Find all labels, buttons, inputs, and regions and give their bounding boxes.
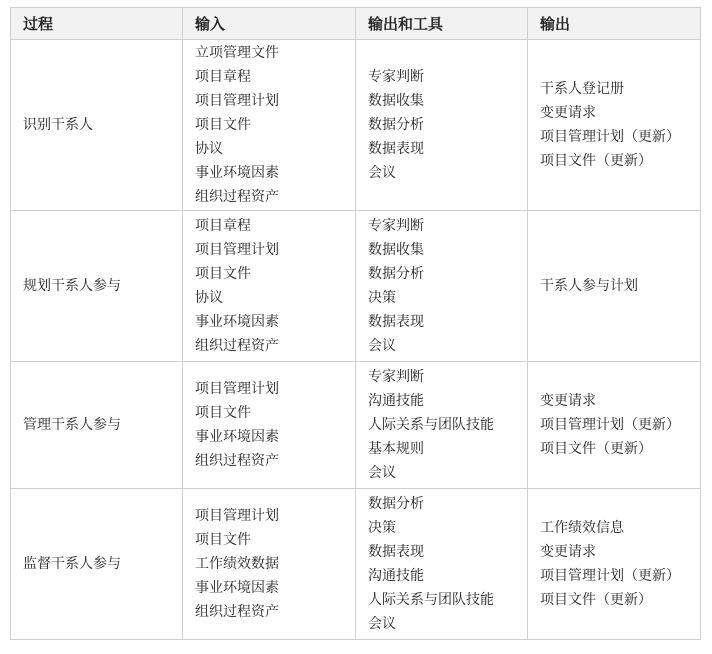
tool-item: 决策: [368, 520, 396, 536]
process-cell: [11, 40, 183, 211]
tool-item: 基本规则: [368, 441, 424, 457]
outputs-cell: [528, 40, 701, 211]
tool-item: 数据分析: [368, 496, 424, 512]
output-item: 干系人登记册: [540, 81, 624, 97]
output-item: 项目文件（更新）: [540, 441, 652, 457]
process-cell: [11, 211, 183, 362]
output-item: 项目管理计划（更新）: [540, 568, 680, 584]
tool-item: 会议: [368, 338, 396, 354]
tool-item: 沟通技能: [368, 568, 424, 584]
process-name: 管理干系人参与: [23, 417, 121, 433]
tools-cell: [356, 489, 528, 640]
process-name: 规划干系人参与: [23, 278, 121, 294]
output-item: 项目管理计划（更新）: [540, 417, 680, 433]
inputs-cell: [183, 489, 356, 640]
tool-item: 数据收集: [368, 242, 424, 258]
output-item: 变更请求: [540, 544, 596, 560]
header-outputs: 输出: [528, 8, 701, 40]
input-item: 事业环境因素: [195, 580, 279, 596]
input-item: 项目章程: [195, 218, 251, 234]
outputs-cell: [528, 211, 701, 362]
tool-item: 专家判断: [368, 369, 424, 385]
inputs-cell: [183, 40, 356, 211]
tools-cell: [356, 362, 528, 489]
outputs-cell: [528, 362, 701, 489]
process-cell: [11, 489, 183, 640]
input-item: 事业环境因素: [195, 429, 279, 445]
input-item: 工作绩效数据: [195, 556, 279, 572]
output-item: 项目文件（更新）: [540, 592, 652, 608]
table-row: [11, 489, 701, 640]
header-process: 过程: [11, 8, 183, 40]
input-item: 项目管理计划: [195, 242, 279, 258]
table-row: [11, 40, 701, 211]
process-name: 识别干系人: [23, 117, 93, 133]
input-item: 项目文件: [195, 405, 251, 421]
input-item: 立项管理文件: [195, 45, 279, 61]
tool-item: 人际关系与团队技能: [368, 592, 494, 608]
output-item: 变更请求: [540, 105, 596, 121]
input-item: 组织过程资产: [195, 338, 279, 354]
tool-item: 会议: [368, 165, 396, 181]
tool-item: 数据表现: [368, 314, 424, 330]
tool-item: 专家判断: [368, 218, 424, 234]
input-item: 项目文件: [195, 532, 251, 548]
tool-item: 会议: [368, 616, 396, 632]
tools-cell: [356, 211, 528, 362]
output-item: 干系人参与计划: [540, 278, 638, 294]
tool-item: 数据分析: [368, 266, 424, 282]
input-item: 事业环境因素: [195, 165, 279, 181]
inputs-cell: [183, 211, 356, 362]
process-table: [10, 7, 701, 640]
input-item: 项目管理计划: [195, 508, 279, 524]
input-item: 组织过程资产: [195, 453, 279, 469]
input-item: 项目文件: [195, 117, 251, 133]
tool-item: 数据分析: [368, 117, 424, 133]
input-item: 项目章程: [195, 69, 251, 85]
tool-item: 数据表现: [368, 141, 424, 157]
header-tools: 输出和工具: [356, 8, 528, 40]
input-item: 事业环境因素: [195, 314, 279, 330]
output-item: 工作绩效信息: [540, 520, 624, 536]
input-item: 项目管理计划: [195, 381, 279, 397]
tool-item: 数据收集: [368, 93, 424, 109]
input-item: 协议: [195, 141, 223, 157]
output-item: 变更请求: [540, 393, 596, 409]
output-item: 项目管理计划（更新）: [540, 129, 680, 145]
tools-cell: [356, 40, 528, 211]
tool-item: 专家判断: [368, 69, 424, 85]
header-row: [11, 8, 701, 40]
header-inputs: 输入: [183, 8, 356, 40]
tool-item: 人际关系与团队技能: [368, 417, 494, 433]
process-name: 监督干系人参与: [23, 556, 121, 572]
input-item: 协议: [195, 290, 223, 306]
table-row: [11, 211, 701, 362]
tool-item: 沟通技能: [368, 393, 424, 409]
input-item: 项目管理计划: [195, 93, 279, 109]
input-item: 项目文件: [195, 266, 251, 282]
outputs-cell: [528, 489, 701, 640]
input-item: 组织过程资产: [195, 604, 279, 620]
tool-item: 会议: [368, 465, 396, 481]
inputs-cell: [183, 362, 356, 489]
process-cell: [11, 362, 183, 489]
input-item: 组织过程资产: [195, 189, 279, 205]
output-item: 项目文件（更新）: [540, 153, 652, 169]
table-row: [11, 362, 701, 489]
tool-item: 决策: [368, 290, 396, 306]
tool-item: 数据表现: [368, 544, 424, 560]
